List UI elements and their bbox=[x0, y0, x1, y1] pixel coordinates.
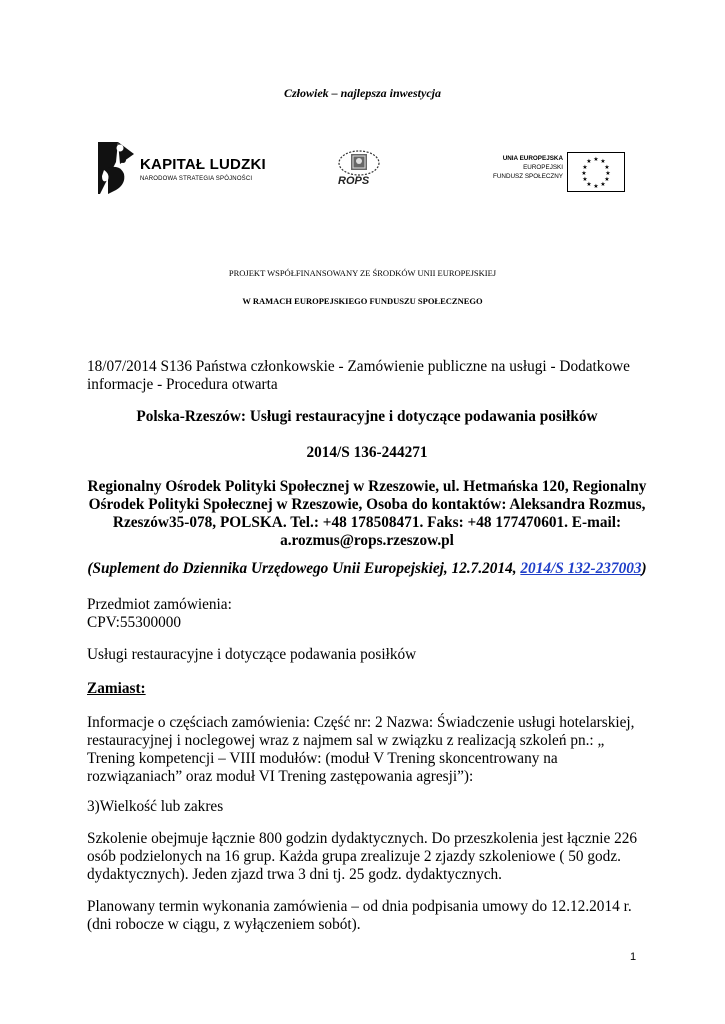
svg-text:★: ★ bbox=[586, 158, 592, 165]
svg-text:★: ★ bbox=[600, 181, 606, 188]
svg-text:★: ★ bbox=[582, 176, 588, 183]
kapital-ludzki-subtitle: NARODOWA STRATEGIA SPÓJNOŚCI bbox=[140, 176, 253, 182]
eu-logo-text bbox=[493, 154, 563, 181]
scope-text: Szkolenie obejmuje łącznie 800 godzin dydaktycznych. Do przeszkolenia jest łącznie 226 osób podzielonych na 16 grup. Każda grupa zrealizuje 2 zjazdy szkoleniowe ( 50 godz. dydaktycznych). Jeden zjazd trwa 3 dni tj. 25 godz. dydaktycznych. bbox=[87, 830, 638, 883]
eu-logo bbox=[487, 152, 627, 192]
svg-text:★: ★ bbox=[582, 164, 588, 171]
kapital-ludzki-logo bbox=[96, 140, 266, 196]
svg-text:★: ★ bbox=[600, 158, 606, 165]
svg-text:★: ★ bbox=[586, 181, 592, 188]
document-title: Polska-Rzeszów: Usługi restauracyjne i dotyczące podawania posiłków bbox=[136, 408, 598, 425]
supplement-suffix: ) bbox=[641, 560, 647, 577]
deadline-text: Planowany termin wykonania zamówienia – od dnia podpisania umowy do 12.12.2014 r. (dni robocze w ciągu, z wyłączeniem sobót). bbox=[87, 898, 632, 933]
supplement-reference bbox=[87, 560, 647, 578]
rops-logo-text: ROPS bbox=[338, 175, 370, 187]
svg-text:★: ★ bbox=[581, 170, 587, 177]
eu-logo-line3: FUNDUSZ SPOŁECZNY bbox=[493, 173, 563, 180]
svg-text:★: ★ bbox=[605, 170, 611, 177]
rops-logo bbox=[336, 148, 382, 190]
eu-flag-icon bbox=[567, 152, 625, 192]
page-number: 1 bbox=[630, 951, 637, 963]
rops-emblem-icon bbox=[336, 148, 382, 178]
instead-heading bbox=[87, 680, 647, 698]
reference-number: 2014/S 136-244271 bbox=[306, 444, 428, 461]
instead-label: Zamiast: bbox=[87, 680, 146, 697]
svg-text:★: ★ bbox=[604, 164, 610, 171]
svg-text:★: ★ bbox=[593, 183, 599, 190]
service-description: Usługi restauracyjne i dotyczące podawania posiłków bbox=[87, 646, 417, 663]
subject-label: Przedmiot zamówienia: bbox=[87, 596, 232, 613]
contracting-authority: Regionalny Ośrodek Polityki Społecznej w Rzeszowie, ul. Hetmańska 120, Regionalny Ośrodek Polityki Społecznej w Rzeszowie, Osoba do kontaktów: Aleksandra Rozmus, Rzeszów35-078, POLSKA. Tel.: +48 178508471. Faks: +48 177470601. E-mail: a.rozmus@rops.rzeszow.pl bbox=[87, 478, 647, 549]
kapital-ludzki-title: KAPITAŁ LUDZKI bbox=[140, 156, 266, 173]
kapital-ludzki-emblem-icon bbox=[96, 140, 136, 196]
notice-header: 18/07/2014 S136 Państwa członkowskie - Zamówienie publiczne na usługi - Dodatkowe informacje - Procedura otwarta bbox=[87, 358, 630, 393]
eu-logo-line1: UNIA EUROPEJSKA bbox=[502, 155, 563, 162]
svg-text:★: ★ bbox=[593, 156, 599, 163]
cpv-code: CPV:55300000 bbox=[87, 614, 182, 631]
eu-logo-line2: EUROPEJSKI bbox=[523, 164, 563, 171]
project-fund-line: W RAMACH EUROPEJSKIEGO FUNDUSZU SPOŁECZNEGO bbox=[242, 296, 483, 306]
scope-heading: 3)Wielkość lub zakres bbox=[87, 798, 224, 815]
svg-text:★: ★ bbox=[604, 176, 610, 183]
project-cofinanced-line: PROJEKT WSPÓŁFINANSOWANY ZE ŚRODKÓW UNII EUROPEJSKIEJ bbox=[228, 268, 497, 278]
supplement-link[interactable]: 2014/S 132-237003 bbox=[520, 560, 642, 577]
motto: Człowiek – najlepsza inwestycja bbox=[283, 86, 441, 100]
lot-information: Informacje o częściach zamówienia: Część nr: 2 Nazwa: Świadczenie usługi hotelarskiej, restauracyjnej i noclegowej wraz z najmem sal w związku z realizacją szkoleń pn.: „ Trening kompetencji – VIII modułów: (moduł V Trening skoncentrowany na rozwiązaniach” oraz moduł VI Trening zastępowania agresji”): bbox=[87, 714, 635, 785]
supplement-prefix: (Suplement do Dziennika Urzędowego Unii Europejskiej, 12.7.2014, bbox=[87, 560, 521, 577]
